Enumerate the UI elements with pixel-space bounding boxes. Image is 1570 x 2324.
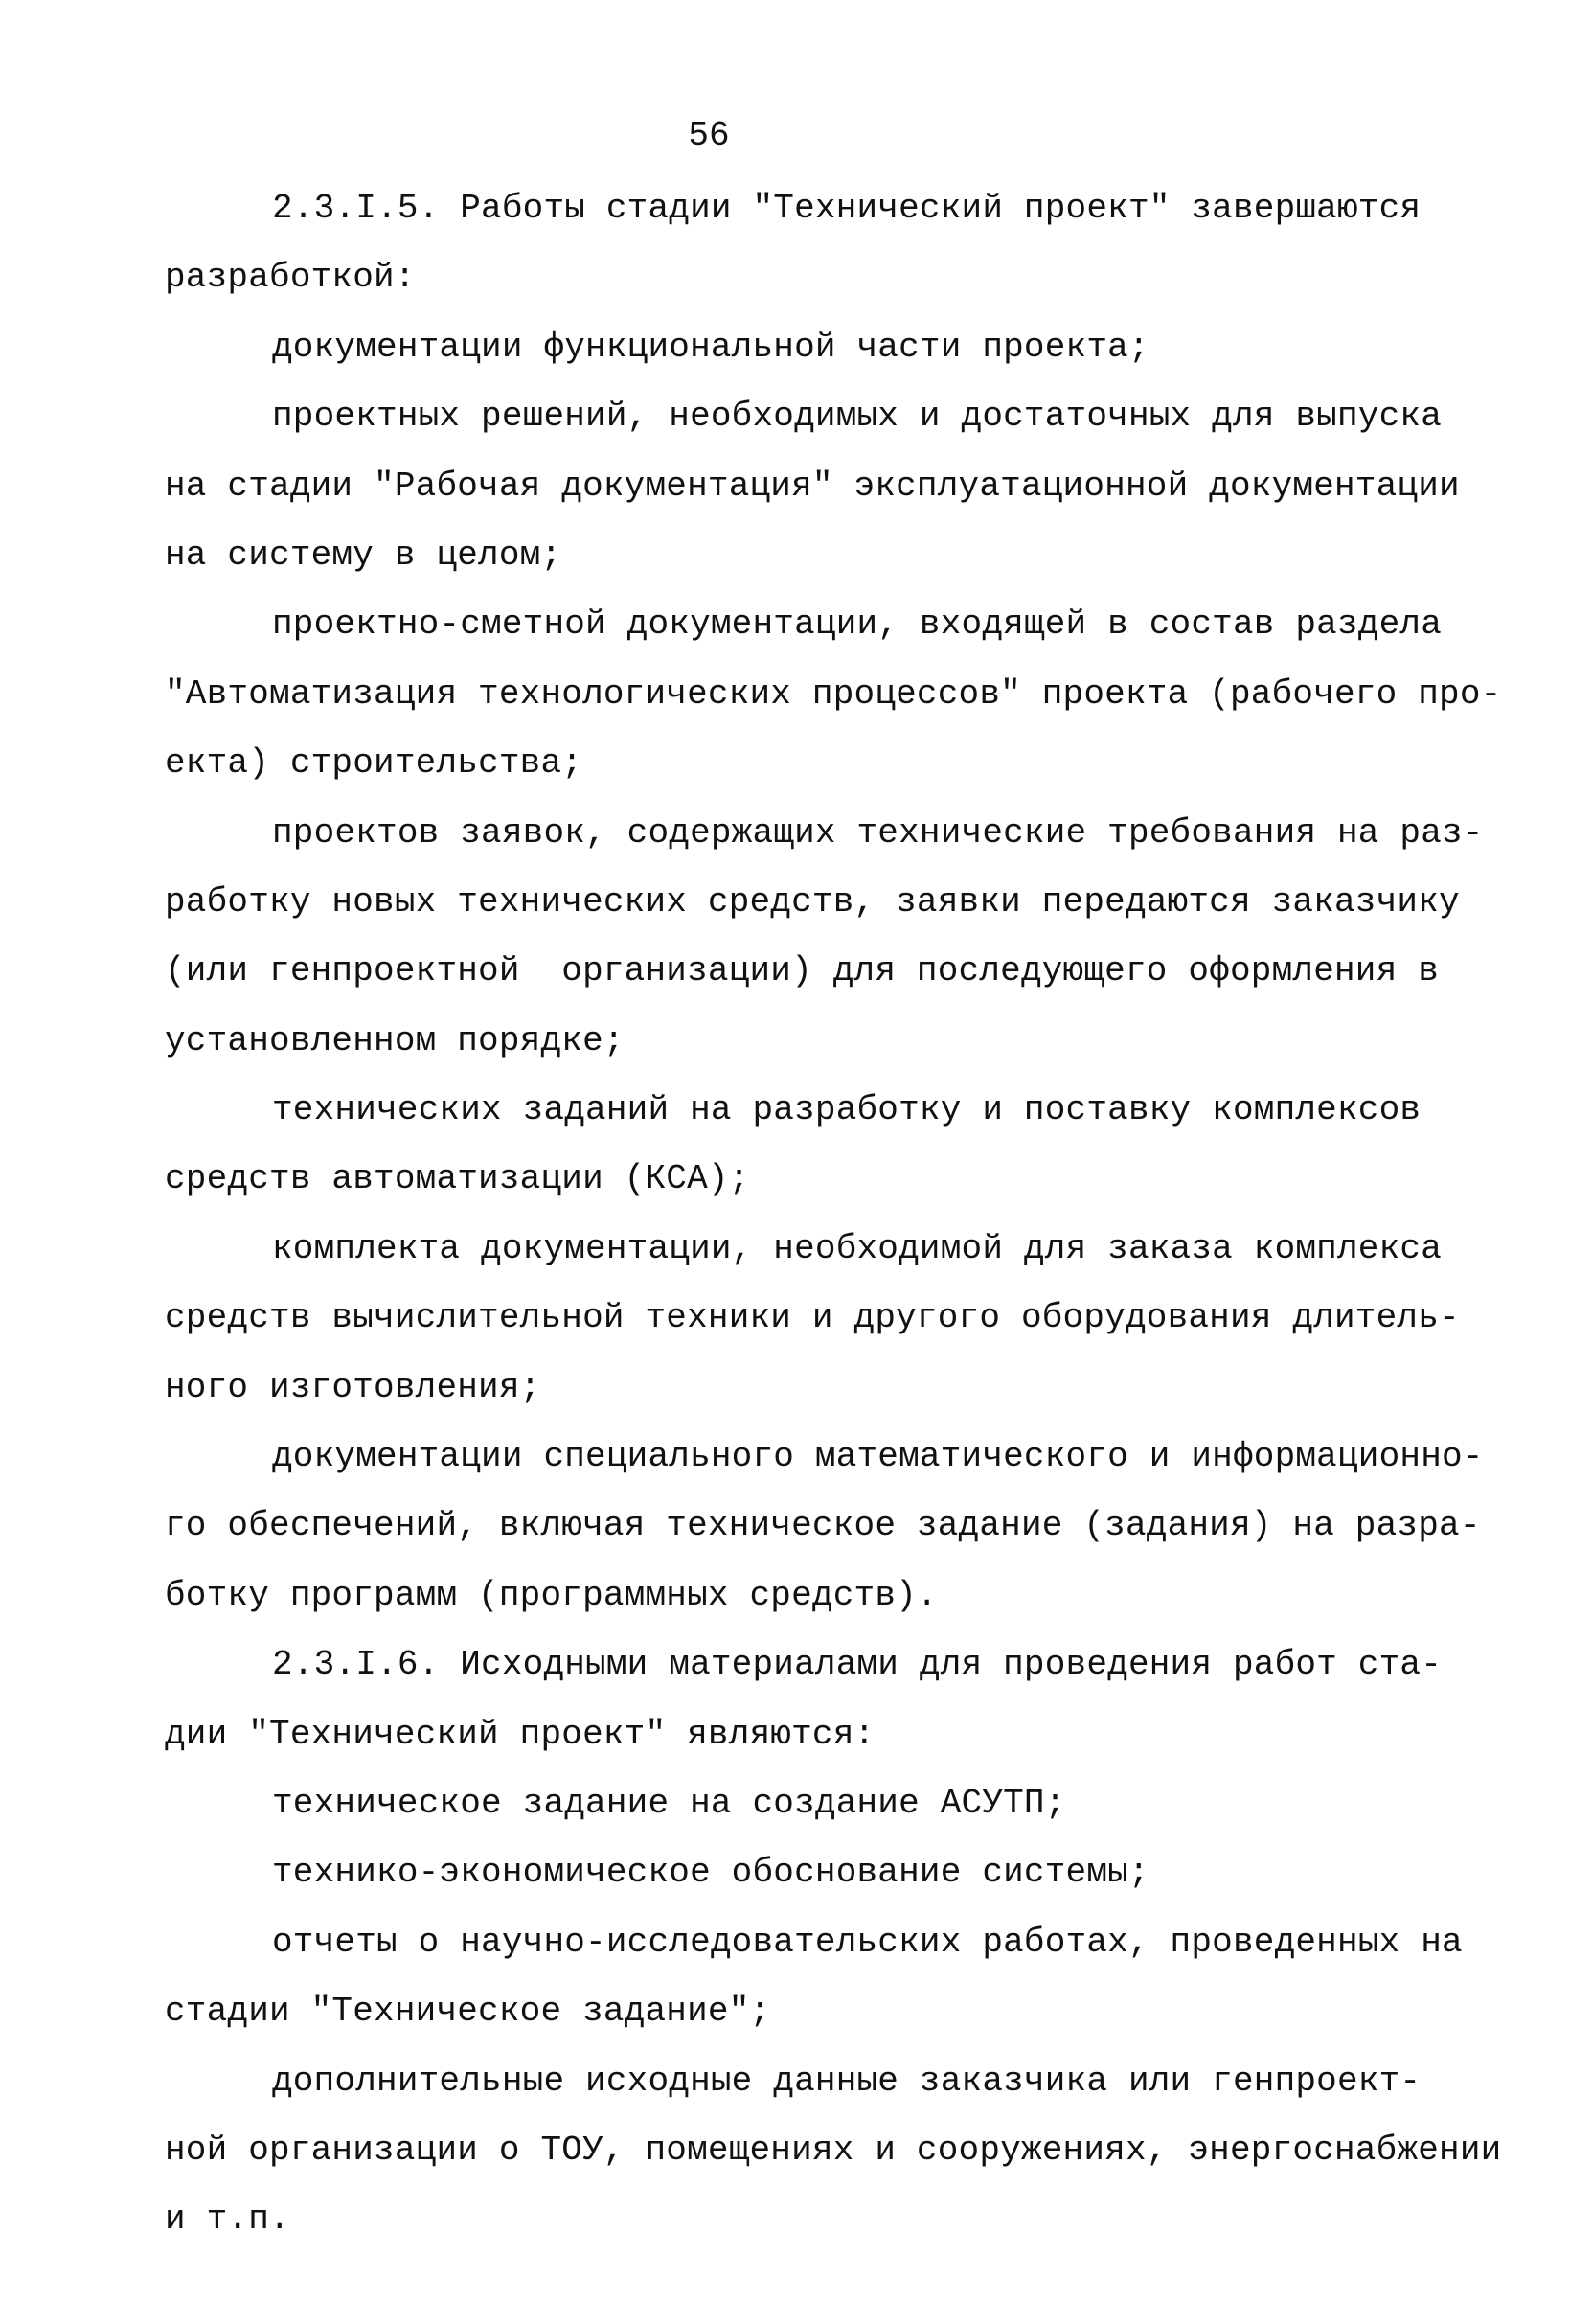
paragraph-line: проектов заявок, содержащих технические требования на раз- — [272, 812, 1484, 853]
paragraph-line: (или генпроектной организации) для последующего оформления в — [165, 951, 1440, 991]
paragraph-line: стадии "Техническое задание"; — [165, 1992, 771, 2032]
page-number: 56 — [688, 116, 730, 155]
paragraph-line: на стадии "Рабочая документация" эксплуатационной документации — [165, 466, 1460, 506]
paragraph-line: установленном порядке; — [165, 1020, 625, 1060]
paragraph-line: технико-экономическое обоснование системы; — [272, 1853, 1149, 1893]
paragraph-line: документации специального математического и информационно- — [272, 1437, 1484, 1477]
paragraph-line: технических заданий на разработку и поставку комплексов — [272, 1090, 1422, 1130]
paragraph-line: работку новых технических средств, заявки передаются заказчику — [165, 881, 1460, 922]
paragraph-line: проектно-сметной документации, входящей в состав раздела — [272, 604, 1442, 645]
paragraph-line: 2.3.I.6. Исходными материалами для проведения работ ста- — [272, 1645, 1442, 1685]
paragraph-line: средств вычислительной техники и другого оборудования длитель- — [165, 1298, 1460, 1338]
paragraph-line: екта) строительства; — [165, 743, 583, 784]
paragraph-line: на систему в целом; — [165, 535, 562, 575]
document-body — [165, 174, 1502, 2255]
paragraph-line: ной организации о ТОУ, помещениях и сооружениях, энергоснабжении — [165, 2130, 1502, 2170]
paragraph-line: дии "Технический проект" являются: — [165, 1714, 876, 1754]
paragraph-line: средств автоматизации (КСА); — [165, 1159, 750, 1199]
paragraph-line: отчеты о научно-исследовательских работах, проведенных на — [272, 1922, 1463, 1962]
paragraph-line: ботку программ (программных средств). — [165, 1575, 938, 1615]
paragraph-line: дополнительные исходные данные заказчика или генпроект- — [272, 2061, 1422, 2101]
paragraph-line: документации функциональной части проекта; — [272, 327, 1149, 367]
paragraph-line: 2.3.I.5. Работы стадии "Технический проект" завершаются — [272, 189, 1422, 228]
paragraph-line: ного изготовления; — [165, 1367, 541, 1407]
paragraph-line: проектных решений, необходимых и достаточных для выпуска — [272, 397, 1442, 437]
paragraph-line: техническое задание на создание АСУТП; — [272, 1783, 1066, 1823]
paragraph-line: разработкой: — [165, 258, 416, 298]
paragraph-line: комплекта документации, необходимой для заказа комплекса — [272, 1228, 1442, 1268]
paragraph-line: и т.п. — [165, 2199, 290, 2240]
paragraph-line: го обеспечений, включая техническое задание (задания) на разра- — [165, 1506, 1481, 1546]
paragraph-line: "Автоматизация технологических процессов" проекта (рабочего про- — [165, 673, 1502, 714]
